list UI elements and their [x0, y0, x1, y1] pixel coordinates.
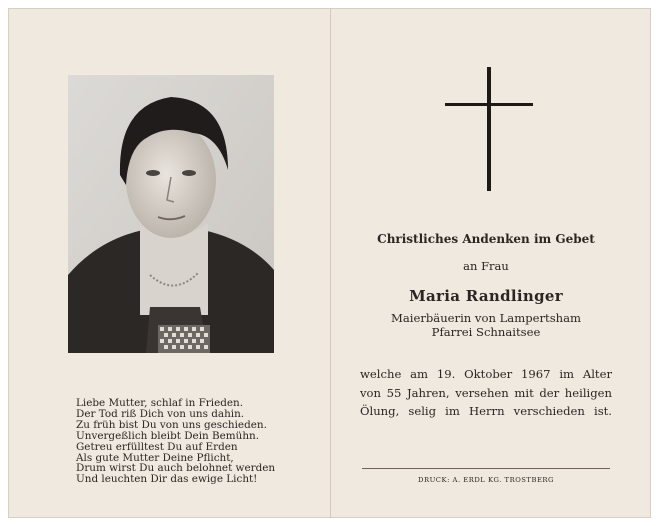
poem-line: Unvergeßlich bleibt Dein Bemühn.	[76, 429, 260, 442]
salutation: an Frau	[463, 259, 509, 273]
occupation-line: Maierbäuerin von Lampertsham	[390, 311, 582, 325]
death-notice-text	[360, 365, 612, 421]
cross-vertical-bar	[487, 67, 491, 191]
portrait-photo	[68, 75, 274, 353]
printer-imprint: DRUCK: A. ERDL KG. TROSTBERG	[418, 476, 554, 484]
parish-line: Pfarrei Schnaitsee	[431, 325, 541, 339]
card-heading: Christliches Andenken im Gebet	[377, 232, 595, 246]
poem-line: Zu früh bist Du von uns geschieden.	[76, 418, 267, 431]
poem-line: Der Tod riß Dich von uns dahin.	[76, 407, 245, 420]
poem-line: Als gute Mutter Deine Pflicht,	[76, 451, 234, 464]
poem-line: Getreu erfülltest Du auf Erden	[76, 440, 238, 453]
divider-line	[362, 468, 610, 469]
notice-line: welche am 19. Oktober 1967 im Alter	[360, 367, 612, 381]
deceased-name: Maria Randlinger	[409, 287, 563, 305]
poem-line: Drum wirst Du auch belohnet werden	[76, 462, 276, 475]
cross-icon	[445, 67, 533, 191]
poem-line: Und leuchten Dir das ewige Licht!	[76, 473, 258, 486]
notice-line: von 55 Jahren, versehen mit der heiligen	[360, 385, 612, 400]
cross-horizontal-bar	[445, 103, 533, 106]
portrait-image	[68, 75, 274, 353]
poem-line: Liebe Mutter, schlaf in Frieden.	[76, 397, 244, 409]
notice-line: Ölung, selig im Herrn verschieden ist.	[360, 404, 612, 418]
memorial-poem	[76, 398, 316, 485]
card-fold-line	[330, 8, 331, 518]
